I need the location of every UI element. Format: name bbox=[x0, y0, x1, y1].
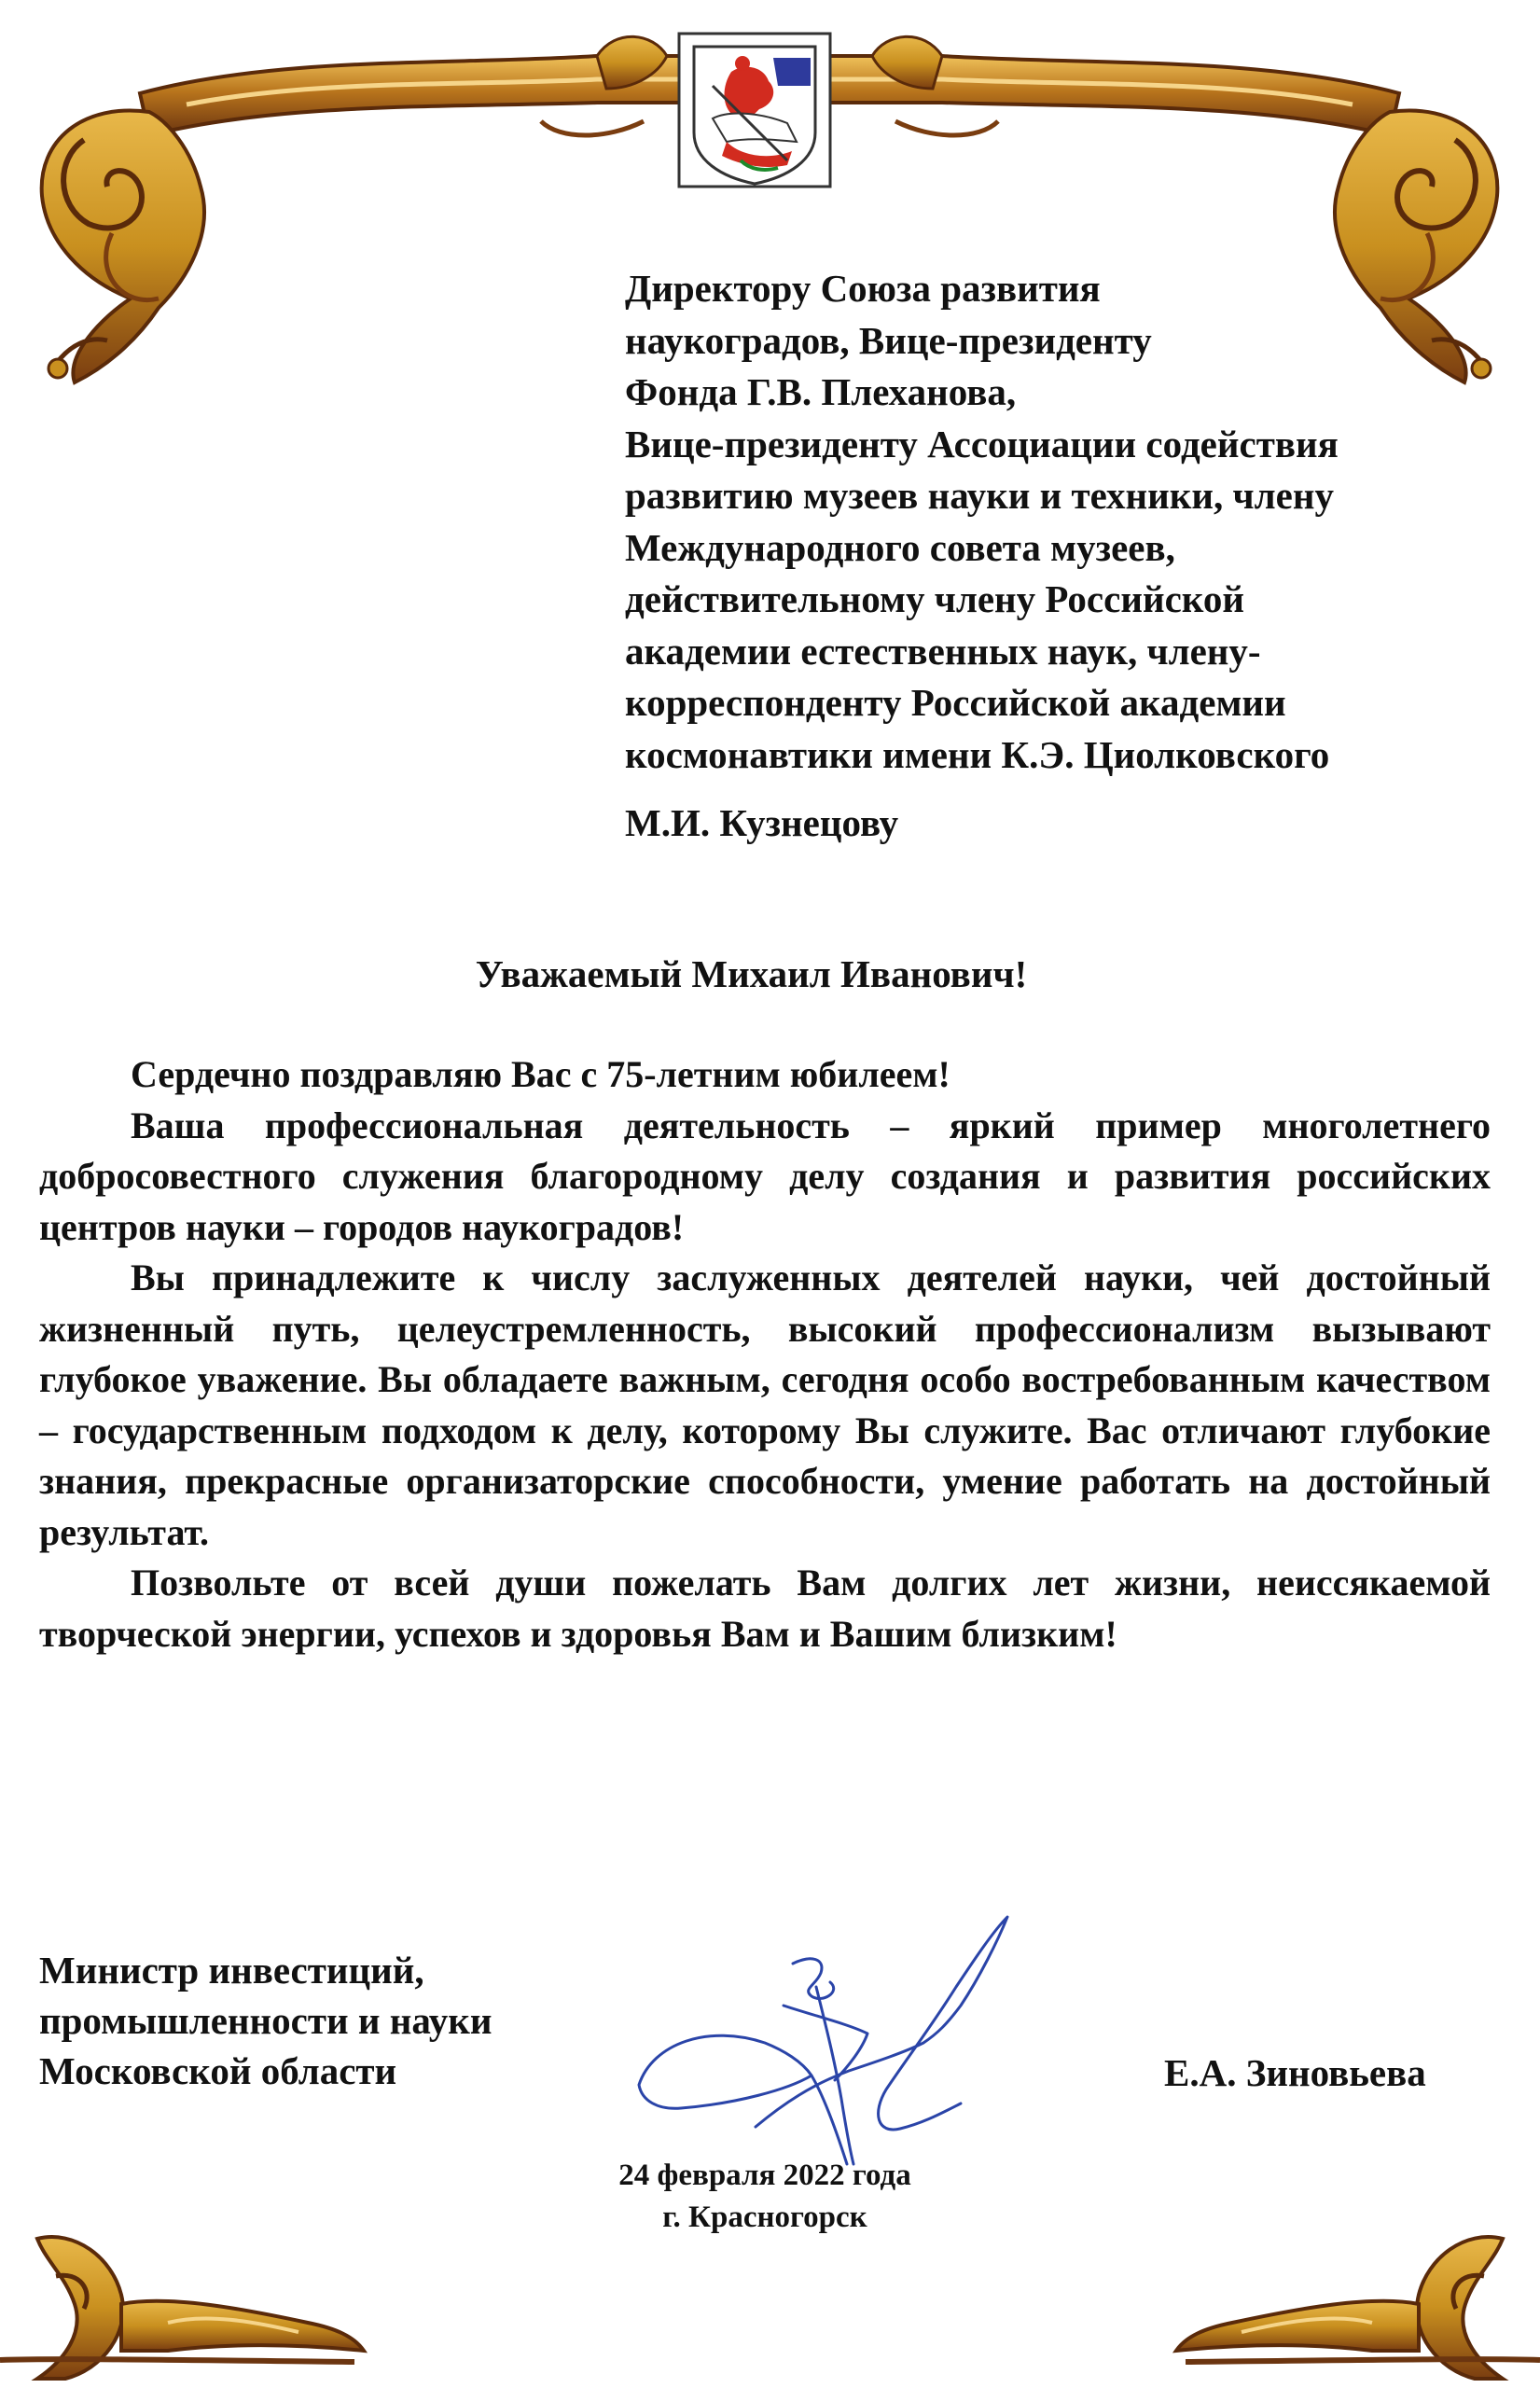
signatory-title-line: Министр инвестиций, bbox=[39, 1949, 424, 1992]
letter-place: г. Красногорск bbox=[662, 2201, 867, 2234]
addressee-line: действительному члену Российской bbox=[625, 577, 1244, 620]
body-paragraph: Сердечно поздравляю Вас с 75-летним юбилеем! bbox=[131, 1053, 950, 1095]
salutation bbox=[0, 951, 1540, 996]
addressee-line: академии естественных наук, члену- bbox=[625, 629, 1261, 673]
addressee-line: развитию музеев науки и техники, члену bbox=[625, 474, 1334, 517]
addressee-block bbox=[625, 263, 1492, 781]
addressee-line: Вице-президенту Ассоциации содействия bbox=[625, 422, 1339, 465]
letter-body bbox=[39, 1049, 1491, 1659]
ornamental-frame-bottom bbox=[0, 2220, 1540, 2388]
addressee-line: Директору Союза развития bbox=[625, 267, 1101, 310]
addressee-line: Международного совета музеев, bbox=[625, 525, 1175, 569]
letter-date: 24 февраля 2022 года bbox=[618, 2159, 911, 2192]
body-paragraph: Вы принадлежите к числу заслуженных деятелей науки, чей достойный жизненный путь, целеустремленность, высокий профессионализм вызывают глубокое уважение. Вы обладаете важным, сегодня особо востребованным качеством – государственным подходом к делу, которому Вы служите. Вас отличают глубокие знания, прекрасные организаторские способности, умение работать на достойный результат. bbox=[39, 1256, 1491, 1553]
recipient-name: М.И. Кузнецову bbox=[625, 801, 899, 844]
addressee-line: корреспонденту Российской академии bbox=[625, 681, 1286, 724]
signatory-name: Е.А. Зиновьева bbox=[1164, 2051, 1426, 2094]
body-paragraph: Позвольте от всей души пожелать Вам долгих лет жизни, неиссякаемой творческой энергии, успехов и здоровья Вам и Вашим близким! bbox=[39, 1562, 1491, 1655]
addressee-line: Фонда Г.В. Плеханова, bbox=[625, 370, 1017, 413]
addressee-line: космонавтики имени К.Э. Циолковского bbox=[625, 732, 1330, 776]
salutation-text: Уважаемый Михаил Иванович! bbox=[475, 952, 1028, 995]
handwritten-signature bbox=[625, 1884, 1026, 2192]
coat-of-arms-icon bbox=[675, 30, 834, 190]
addressee-line: наукоградов, Вице-президенту bbox=[625, 318, 1152, 362]
signatory-title bbox=[39, 1945, 493, 2096]
body-paragraph: Ваша профессиональная деятельность – яркий пример многолетнего добросовестного служения благородному делу создания и развития российских центров науки – городов наукоградов! bbox=[39, 1104, 1491, 1248]
signatory-title-line: промышленности и науки bbox=[39, 1999, 493, 2042]
signatory-title-line: Московской области bbox=[39, 2049, 397, 2092]
